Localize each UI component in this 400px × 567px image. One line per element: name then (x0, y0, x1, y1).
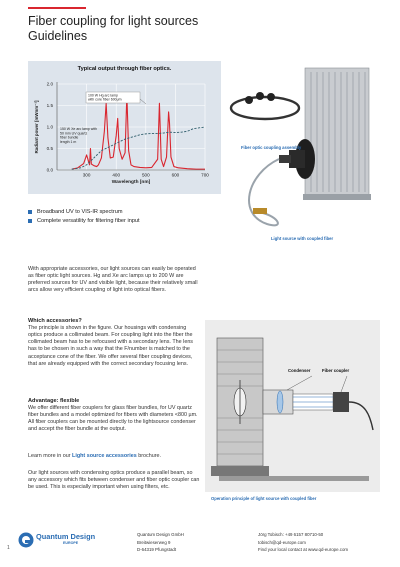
spectrum-chart (0, 0, 249, 200)
bullet-square-icon (28, 210, 32, 214)
feature-item (28, 207, 140, 216)
coupler-tip (279, 155, 291, 163)
bullet-square-icon (28, 219, 32, 223)
fiber-coupler-body (333, 392, 349, 412)
housing-base (303, 194, 371, 200)
feature-item (28, 216, 140, 225)
intro-paragraph: With appropriate accessories, our light sources can easily be operated as fiber optic light sources. Hg and Xe arc lamps up to 200 W are preferred sources for UV and visible light, because their relatively small arcs allow very efficient coupling of light into optical fibers. (28, 266, 198, 294)
connector-knob (267, 93, 275, 101)
annotation-pointer (140, 99, 146, 104)
logo-region: EUROPE (63, 541, 79, 545)
x-tick-label: 300 (82, 172, 91, 178)
label-condenser: Condenser (288, 368, 311, 373)
annotation-text: 150 W Xe arc lamp with (60, 127, 97, 131)
diagram-fiber (349, 402, 373, 430)
annotation-text: fiber bundle (60, 135, 79, 140)
annotation-text: 100 W Hg arc lamp (88, 93, 118, 98)
address-line: Quantum Design GmbH (137, 532, 184, 537)
heading-accessories: Which accessories? (28, 318, 82, 324)
x-tick-label: 700 (201, 172, 209, 178)
contact-phone: Jörg Tobisch: +49 6157 80710-50 (258, 532, 324, 537)
annotation-hg-lamp (86, 92, 146, 104)
address-line: D-64319 Pfungstadt (137, 547, 177, 552)
fiber-cable-loop (231, 97, 299, 119)
logo-name: Quantum Design (36, 532, 96, 541)
heading-flexible: Advantage: flexible (28, 398, 80, 404)
y-tick-label: 0.5 (46, 146, 53, 152)
x-tick-label: 400 (112, 172, 121, 178)
caption-coupling-assembly: Fiber optic coupling assembly (241, 145, 302, 150)
caption-operation: Operation principle of light source with coupled fiber (211, 496, 317, 501)
address-line: Breitwieserweg 9 (137, 539, 171, 545)
diagram-base (211, 466, 269, 476)
fiber-end-connector (253, 208, 267, 214)
learn-more-line (28, 453, 200, 460)
caption-light-source: Light source with coupled fiber (271, 236, 334, 241)
fiber-cable (249, 159, 279, 225)
coupler-barrel (289, 150, 305, 168)
x-tick-label: 500 (141, 172, 150, 178)
logo-mark-icon (18, 532, 34, 548)
flexible-paragraph: We offer different fiber couplers for glass fiber bundles, for UV quartz fiber bundles and a model optimized for fibers with diameters <800 µm. All fiber couplers can be mounted directly to the lightsource condenser and accept the fiber bundle at the output. (28, 405, 198, 433)
diagram-plate (219, 476, 369, 481)
page-title-line1: Fiber coupling for light sources (28, 14, 199, 28)
feature-text: Broadband UV to VIS-IR spectrum (37, 208, 123, 215)
page-number: 1 (7, 545, 10, 551)
contact-website[interactable]: Find your local contact at www.qd-europe.com (258, 547, 349, 552)
closing-paragraph: Our light sources with condensing optics produce a parallel beam, so any accessory which fits between condenser and fiber optic coupler can be used. This is especially important when using filters, etc. (28, 470, 200, 491)
x-axis-label: Wavelength [nm] (111, 180, 151, 185)
annotation-text: length 1 m (60, 139, 77, 144)
y-tick-label: 2.0 (46, 81, 53, 87)
condenser-lens (277, 391, 283, 413)
footer-address (137, 531, 184, 554)
x-tick-label: 600 (171, 172, 180, 178)
connector-knob (245, 96, 253, 104)
brochure-link[interactable]: Light source accessories (72, 453, 137, 459)
annotation-text: with core fiber 600μm (88, 97, 122, 102)
footer-contact (258, 531, 348, 554)
learn-more-suffix: brochure. (136, 453, 162, 459)
y-tick-label: 0.0 (46, 167, 53, 173)
label-fiber-coupler: Fiber coupler (322, 368, 350, 373)
y-tick-label: 1.5 (46, 103, 53, 109)
connector-knob (256, 92, 264, 100)
page-title-line2: Guidelines (28, 29, 88, 43)
contact-email[interactable]: tobisch@qd-europe.com (258, 539, 306, 545)
feature-list (28, 207, 140, 225)
learn-more-prefix: Learn more in our (28, 453, 73, 459)
y-axis-label: Radiant power [mWnm⁻¹] (34, 100, 39, 154)
chart-title: Typical output through fiber optics. (77, 66, 172, 72)
feature-text: Complete versatility for filtering fiber input (37, 217, 140, 224)
y-tick-label: 1.0 (46, 124, 53, 130)
annotation-xe-lamp (60, 127, 97, 144)
operation-diagram (205, 320, 380, 492)
accessories-paragraph: The principle is shown in the figure. Our housings with condensing optics produce a collimated beam. For coupling light into the fiber the collimated beam has to be refocused with a secondary lens. The lens has to be chosen in such a way that the F/number is matched to the acceptance cone of the fiber. We offer several fiber coupling devices, that are already equipped with the correct secondary focusing lens. (28, 325, 194, 367)
annotation-text: 50 mm UV quartz (60, 131, 88, 136)
